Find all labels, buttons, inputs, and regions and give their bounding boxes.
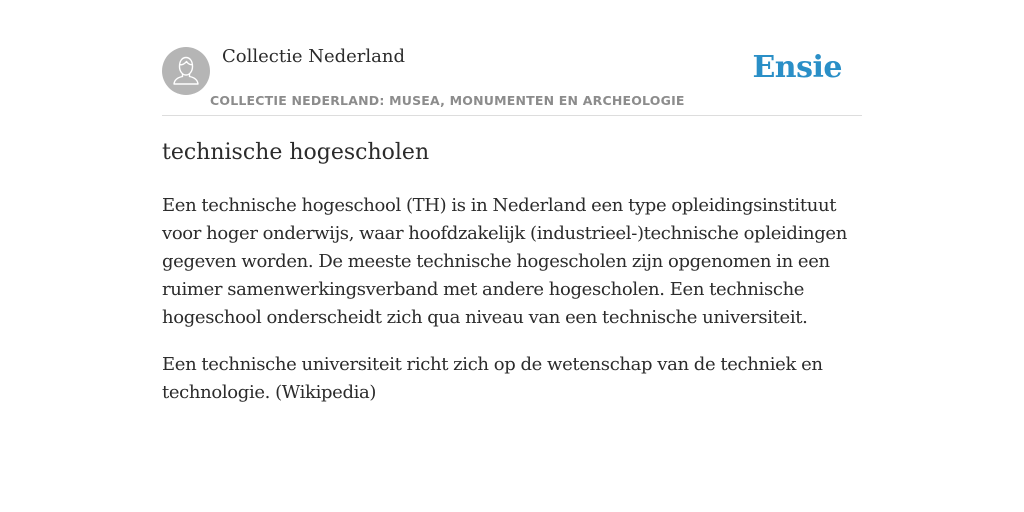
user-silhouette-icon [162,47,210,95]
entry-header [162,0,862,116]
definition-paragraph: Een technische universiteit richt zich op de wetenschap van de techniek en technologie. (Wikipedia) [162,354,823,403]
page-container [162,0,862,403]
term-title: technische hogescholen [162,140,430,165]
author-avatar[interactable] [162,47,210,95]
author-name[interactable]: Collectie Nederland [222,46,406,67]
collection-link[interactable]: COLLECTIE NEDERLAND: MUSEA, MONUMENTEN EN ARCHEOLOGIE [210,93,685,108]
definition-body [162,192,852,426]
brand-logo[interactable]: Ensie [752,50,842,85]
definition-paragraph: Een technische hogeschool (TH) is in Nederland een type opleidingsinstituut voor hoger onderwijs, waar hoofdzakelijk (industrieel-)technische opleidingen gegeven worden. De meeste technische hogescholen zijn opgenomen in een ruimer samenwerkingsverband met andere hogescholen. Een technische hogeschool onderscheidt zich qua niveau van een technische universiteit. [162,195,847,328]
